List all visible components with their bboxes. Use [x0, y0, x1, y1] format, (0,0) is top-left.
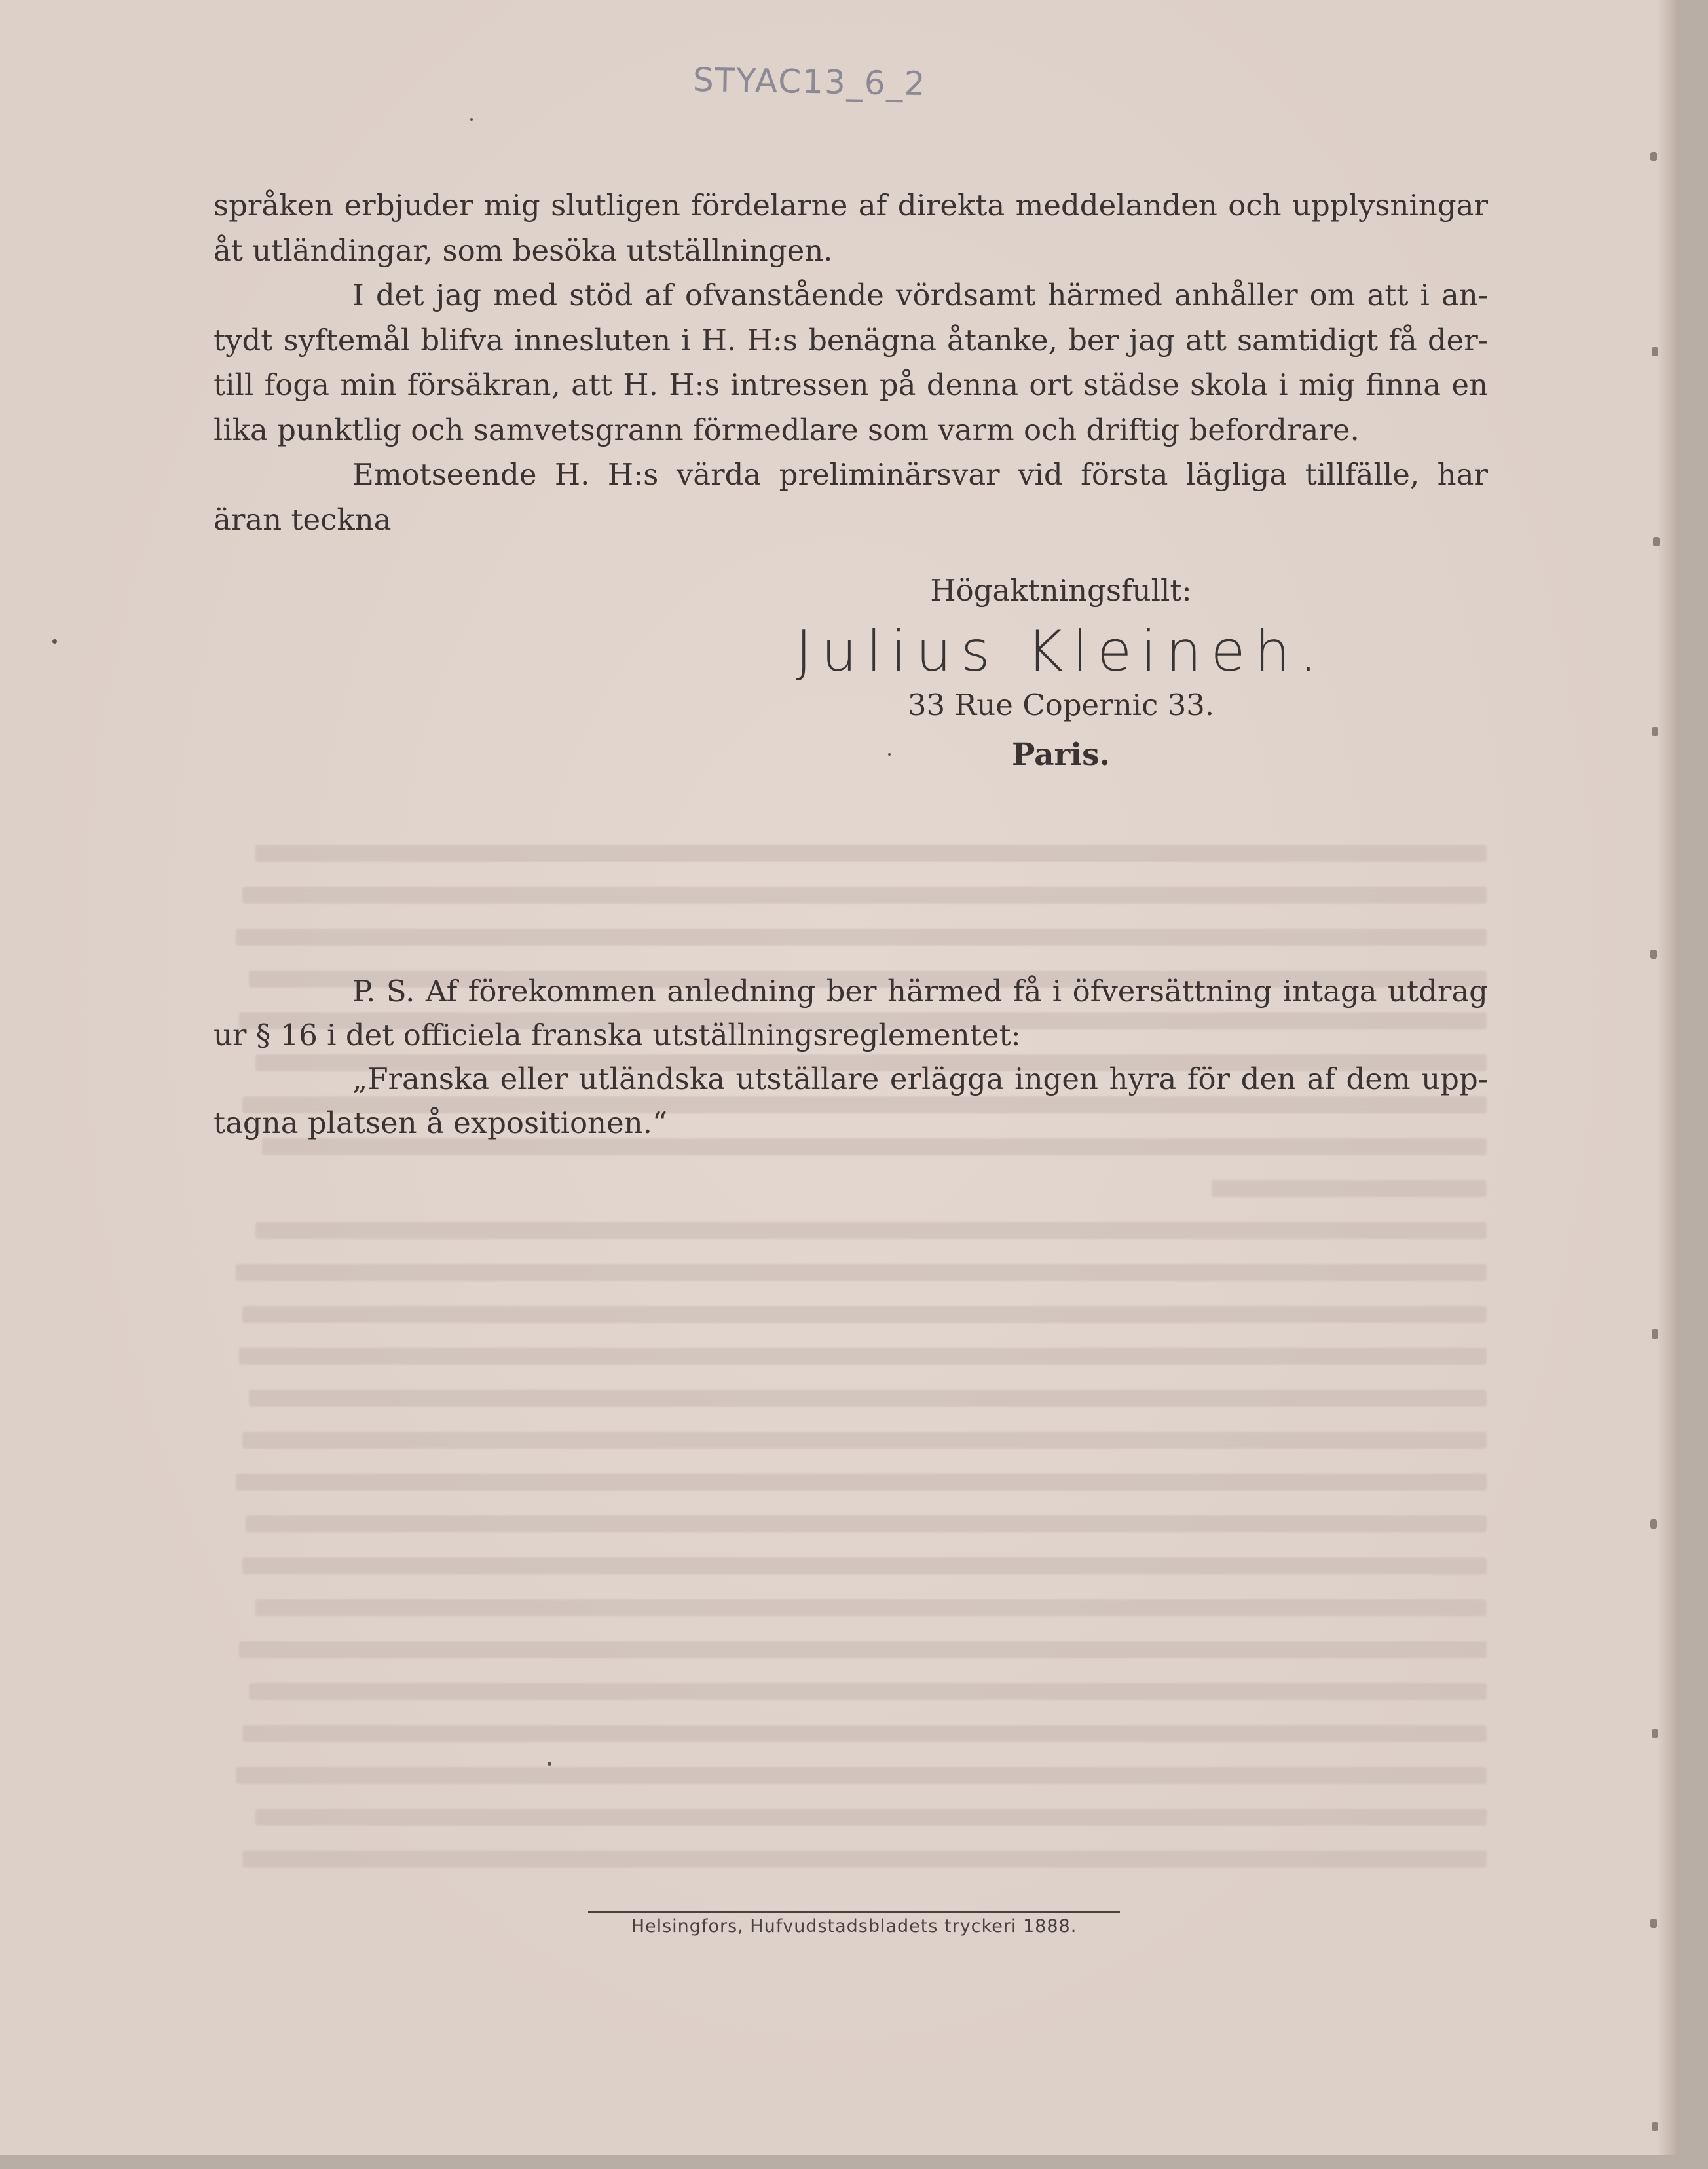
body-line: åt utländingar, som besöka utställningen.: [214, 232, 833, 268]
signature: Julius Kleineh.: [795, 619, 1327, 684]
sender-city: Paris.: [1012, 737, 1110, 773]
page-edge: [1657, 0, 1679, 2155]
printer-imprint: Helsingfors, Hufvudstadsbladets tryckeri 1888.: [631, 1916, 1077, 1937]
edge-mark: [1653, 537, 1660, 546]
salutation: Högaktningsfullt:: [930, 573, 1192, 608]
edge-mark: [1652, 2122, 1658, 2131]
paper-speck: [888, 753, 891, 756]
paper-speck: [470, 118, 473, 120]
postscript-line: P. S. Af förekommen anledning ber härmed få i öfversättning intaga utdrag: [352, 974, 1488, 1009]
edge-mark: [1652, 1329, 1658, 1339]
paper-speck: [548, 1762, 551, 1766]
paper-speck: [52, 639, 57, 644]
postscript-line: ur § 16 i det officiela franska utställningsreglementet:: [214, 1018, 1021, 1052]
body-line: tydt syftemål blifva innesluten i H. H:s benägna åtanke, ber jag att samtidigt få der-: [214, 322, 1488, 358]
edge-mark: [1652, 347, 1658, 356]
footer-rule: [588, 1911, 1120, 1913]
edge-mark: [1652, 1729, 1658, 1738]
postscript-line: „Franska eller utländska utställare erlägga ingen hyra för den af dem upp-: [352, 1062, 1488, 1096]
body-line: språken erbjuder mig slutligen fördelarne af direkta meddelanden och upplysningar: [214, 188, 1488, 223]
body-line: till foga min försäkran, att H. H:s intressen på denna ort städse skola i mig finna en: [214, 367, 1488, 402]
body-line: I det jag med stöd af ofvanstående vördsamt härmed anhåller om att i an-: [352, 278, 1488, 312]
edge-mark: [1650, 152, 1657, 161]
postscript-line: tagna platsen å expositionen.“: [214, 1105, 667, 1140]
body-line: Emotseende H. H:s värda preliminärsvar vid första lägliga tillfälle, har: [352, 457, 1488, 492]
body-line: lika punktlig och samvetsgrann förmedlare som varm och driftig befordrare.: [214, 412, 1360, 447]
edge-mark: [1650, 1519, 1657, 1529]
postscript: [214, 969, 1488, 1145]
body-line: äran teckna: [214, 502, 392, 537]
edge-mark: [1650, 1919, 1657, 1928]
archive-call-number: STYAC13_6_2: [692, 60, 927, 103]
edge-mark: [1650, 950, 1657, 959]
edge-mark: [1652, 727, 1658, 736]
sender-address: 33 Rue Copernic 33.: [907, 688, 1215, 722]
letter-body: [214, 183, 1488, 542]
